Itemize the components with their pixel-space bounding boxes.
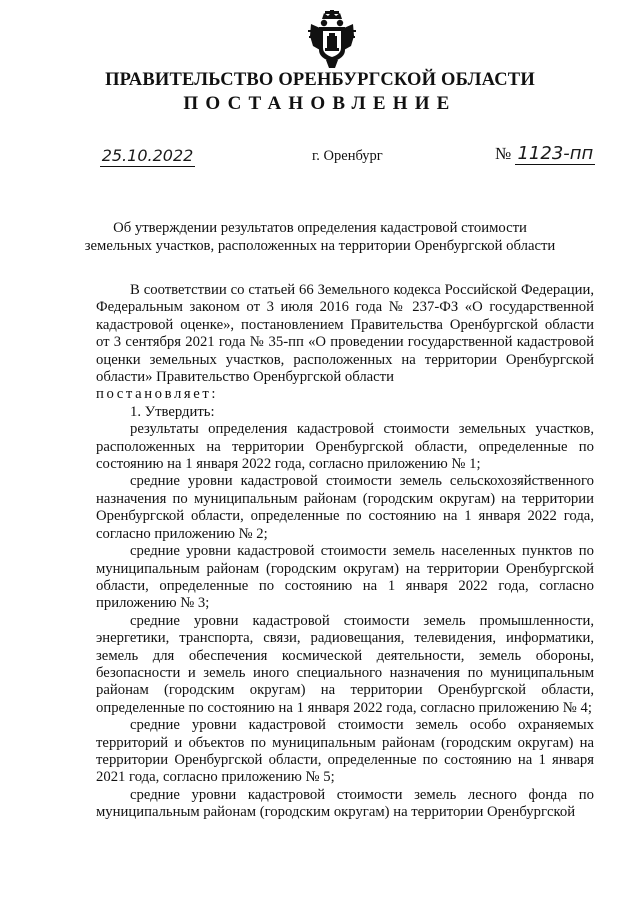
list-item: средние уровни кадастровой стоимости земель промышленности, энергетики, транспорта, связи, радиовещания, телевидения, информатики, земель для обеспечения космической деятельности, земель обороны, безопасности и земель иного специального назначения по муниципальным районам (городским округам) на территории Оренбургской области, определенные по состоянию на 1 января 2022 года, согласно приложению № 4; [96, 612, 594, 716]
government-name: ПРАВИТЕЛЬСТВО ОРЕНБУРГСКОЙ ОБЛАСТИ [105, 70, 535, 90]
decree-city: г. Оренбург [312, 148, 383, 164]
decree-number [495, 143, 595, 164]
title-line-2: земельных участков, расположенных на территории Оренбургской области [84, 238, 556, 254]
list-item: средние уровни кадастровой стоимости земель населенных пунктов по муниципальным районам (городским округам) на территории Оренбургской области, определенные по состоянию на 1 января 2022 года, согласно приложению № 3; [96, 543, 594, 612]
number-sign: № [495, 144, 512, 163]
preamble-paragraph: В соответствии со статьей 66 Земельного кодекса Российской Федерации, Федеральным законом от 3 июля 2016 года № 237-ФЗ «О государственной кадастровой оценке», постановлением Правительства Оренбургской области от 3 сентября 2021 года № 35-пп «О проведении государственной кадастровой оценки земельных участков, расположенных на территории Оренбургской области» Правительство Оренбургской области [96, 282, 594, 386]
decree-date: 25.10.2022 [101, 146, 194, 165]
list-item: средние уровни кадастровой стоимости земель сельскохозяйственного назначения по муниципальным районам (городским округам) на территории Оренбургской области, определенные по состоянию на 1 января 2022 года, согласно приложению № 2; [96, 473, 594, 542]
list-item: средние уровни кадастровой стоимости земель особо охраняемых территорий и объектов по муниципальным районам (городским округам) на территории Оренбургской области, определенные по состоянию на 1 января 2021 года, согласно приложению № 5; [96, 717, 594, 786]
decides-word: постановляет: [96, 386, 219, 403]
coat-of-arms-icon [308, 10, 356, 68]
list-item: средние уровни кадастровой стоимости земель лесного фонда по муниципальным районам (городским округам) на территории Оренбургской [96, 786, 594, 821]
point-1-heading: 1. Утвердить: [130, 403, 215, 420]
title-line-1: Об утверждении результатов определения кадастровой стоимости [113, 220, 527, 236]
decree-title [0, 219, 640, 255]
document-type-heading: ПОСТАНОВЛЕНИЕ [183, 93, 457, 114]
decree-number-value: 1123-пп [517, 143, 594, 164]
decree-body [96, 282, 594, 822]
list-item: результаты определения кадастровой стоимости земельных участков, расположенных на территории Оренбургской области, определенные по состоянию на 1 января 2022 года, согласно приложению № 1; [96, 421, 594, 473]
